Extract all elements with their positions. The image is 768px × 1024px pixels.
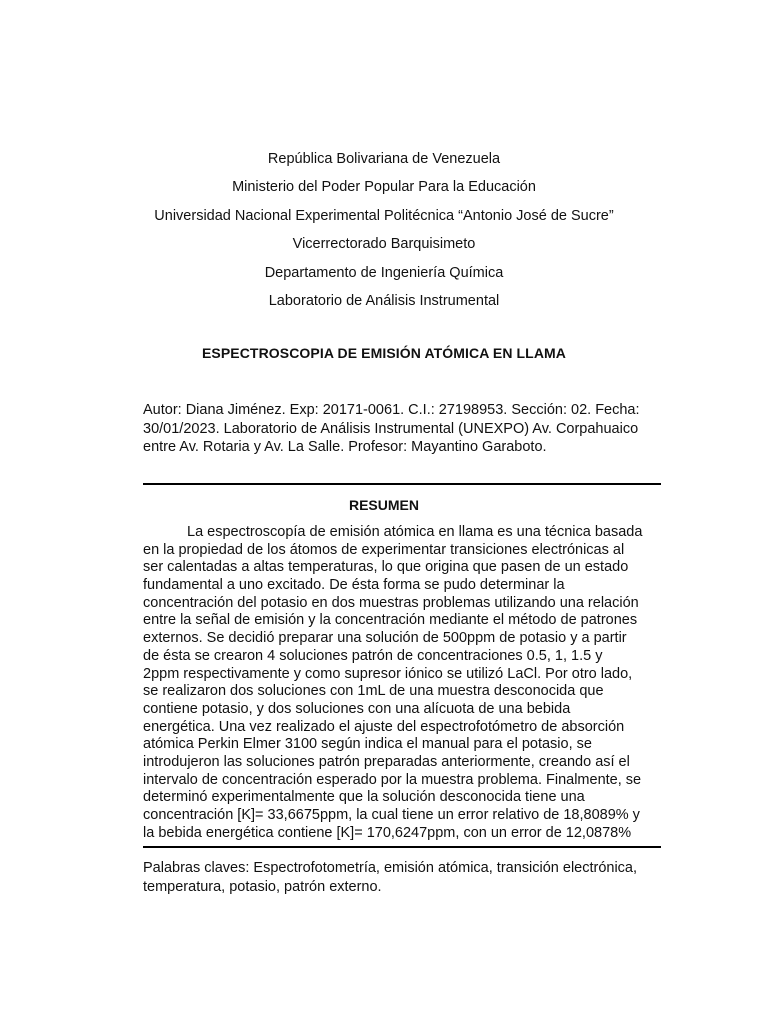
abstract-line: fundamental a uno excitado. De ésta forma se pudo determinar la xyxy=(143,577,565,594)
abstract-line: se realizaron dos soluciones con 1mL de una muestra desconocida que xyxy=(143,683,604,700)
abstract-heading: RESUMEN xyxy=(348,497,419,513)
author-line: Autor: Diana Jiménez. Exp: 20171-0061. C.I.: 27198953. Sección: 02. Fecha: xyxy=(143,402,640,418)
abstract-top-rule xyxy=(143,483,661,485)
institution-line-department: Departamento de Ingeniería Química xyxy=(264,264,504,281)
abstract-body xyxy=(143,524,663,842)
abstract-line: entre la señal de emisión y la concentración mediante el método de patrones xyxy=(143,612,638,629)
abstract-line: introdujeron las soluciones patrón preparadas anteriormente, creando así el xyxy=(143,753,630,770)
author-line: 30/01/2023. Laboratorio de Análisis Instrumental (UNEXPO) Av. Corpahuaico xyxy=(143,420,639,437)
abstract-line: ser calentadas a altas temperaturas, lo que origina que pasen de un estado xyxy=(143,559,629,576)
institution-line-university: Universidad Nacional Experimental Politécnica “Antonio José de Sucre” xyxy=(154,207,614,224)
institution-line-country: República Bolivariana de Venezuela xyxy=(267,151,501,167)
document-title: ESPECTROSCOPIA DE EMISIÓN ATÓMICA EN LLAMA xyxy=(201,345,567,361)
abstract-line: determinó experimentalmente que la solución desconocida tiene una xyxy=(143,789,585,806)
abstract-line: intervalo de concentración esperado por la muestra problema. Finalmente, se xyxy=(143,771,642,788)
abstract-line: La espectroscopía de emisión atómica en llama es una técnica basada xyxy=(187,524,643,540)
keywords-block xyxy=(143,859,663,896)
institution-line-vicerrectorado: Vicerrectorado Barquisimeto xyxy=(292,236,476,253)
abstract-line: la bebida energética contiene [K]= 170,6247ppm, con un error de 12,0878% xyxy=(143,824,632,841)
abstract-line: atómica Perkin Elmer 3100 según indica el manual para el potasio, se xyxy=(143,736,592,753)
author-block xyxy=(143,401,663,457)
keywords-line: Palabras claves: Espectrofotometría, emisión atómica, transición electrónica, xyxy=(143,860,638,876)
author-line: entre Av. Rotaria y Av. La Salle. Profesor: Mayantino Garaboto. xyxy=(143,439,547,455)
abstract-line: energética. Una vez realizado el ajuste del espectrofotómetro de absorción xyxy=(143,718,625,735)
abstract-line: de ésta se crearon 4 soluciones patrón de concentraciones 0.5, 1, 1.5 y xyxy=(143,647,603,664)
abstract-line: 2ppm respectivamente y como supresor iónico se utilizó LaCl. Por otro lado, xyxy=(143,665,633,682)
abstract-line: concentración [K]= 33,6675ppm, la cual tiene un error relativo de 18,8089% y xyxy=(143,807,640,823)
institution-line-ministry: Ministerio del Poder Popular Para la Educación xyxy=(232,179,536,196)
keywords-line: temperatura, potasio, patrón externo. xyxy=(143,878,382,895)
abstract-line: concentración del potasio en dos muestras problemas utilizando una relación xyxy=(143,594,639,611)
abstract-bottom-rule xyxy=(143,846,661,848)
abstract-line: en la propiedad de los átomos de experimentar transiciones electrónicas al xyxy=(143,541,625,558)
institution-header xyxy=(0,145,768,315)
institution-line-laboratory: Laboratorio de Análisis Instrumental xyxy=(268,292,500,309)
abstract-line: contiene potasio, y dos soluciones con una alícuota de una bebida xyxy=(143,700,571,717)
abstract-line: externos. Se decidió preparar una solución de 500ppm de potasio y a partir xyxy=(143,630,627,647)
